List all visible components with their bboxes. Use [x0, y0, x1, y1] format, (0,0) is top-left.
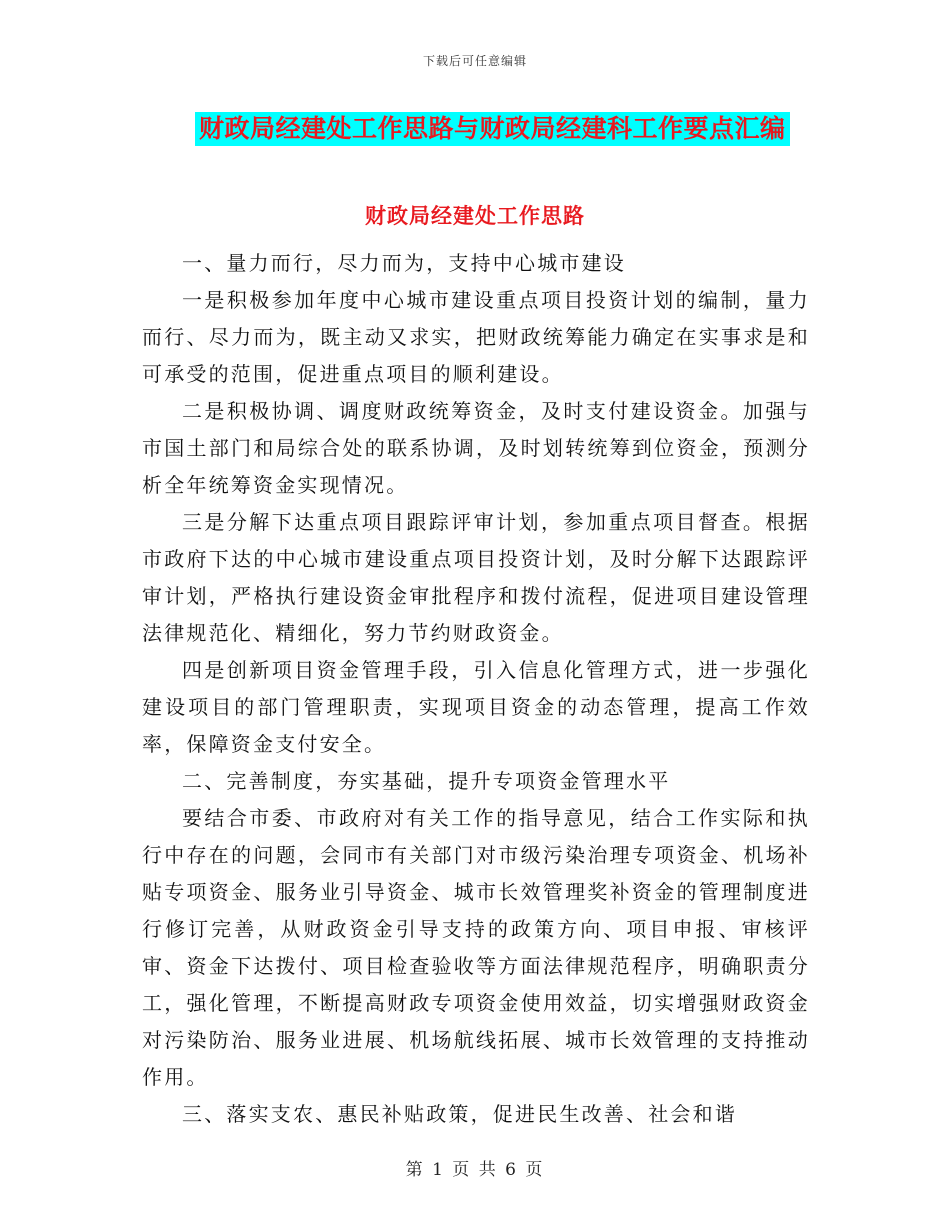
- section-heading-3: 三、落实支农、惠民补贴政策，促进民生改善、社会和谐: [182, 1102, 737, 1126]
- section-title: 财政局经建处工作思路: [365, 203, 585, 228]
- body-paragraph-5: 要结合市委、市政府对有关工作的指导意见，结合工作实际和执行中存在的问题，会同市有关部门对市级污染治理专项资金、机场补贴专项资金、服务业引导资金、城市长效管理奖补资金的管理制度进行修订完善，从财政资金引导支持的政策方向、项目申报、审核评审、资金下达拨付、项目检查验收等方面法律规范程序，明确职责分工，强化管理，不断提高财政专项资金使用效益，切实增强财政资金对污染防治、服务业进展、机场航线拓展、城市长效管理的支持推动作用。: [142, 806, 810, 1089]
- document-main-title: 财政局经建处工作思路与财政局经建科工作要点汇编: [195, 112, 790, 146]
- section-heading-1: 一、量力而行，尽力而为，支持中心城市建设: [182, 251, 626, 275]
- page-header-note: 下载后可任意编辑: [422, 54, 527, 68]
- page-footer-number: 第 1 页 共 6 页: [405, 1160, 545, 1180]
- body-paragraph-2: 二是积极协调、调度财政统筹资金，及时支付建设资金。加强与市国土部门和局综合处的联系协调，及时划转统筹到位资金，预测分析全年统筹资金实现情况。: [142, 399, 810, 497]
- body-paragraph-3: 三是分解下达重点项目跟踪评审计划，参加重点项目督查。根据市政府下达的中心城市建设重点项目投资计划，及时分解下达跟踪评审计划，严格执行建设资金审批程序和拨付流程，促进项目建设管理法律规范化、精细化，努力节约财政资金。: [142, 510, 810, 645]
- section-heading-2: 二、完善制度，夯实基础，提升专项资金管理水平: [182, 769, 671, 793]
- document-body: [142, 245, 810, 1133]
- body-paragraph-4: 四是创新项目资金管理手段，引入信息化管理方式，进一步强化建设项目的部门管理职责，实现项目资金的动态管理，提高工作效率，保障资金支付安全。: [142, 658, 810, 756]
- body-paragraph-1: 一是积极参加年度中心城市建设重点项目投资计划的编制，量力而行、尽力而为，既主动又求实，把财政统筹能力确定在实事求是和可承受的范围，促进重点项目的顺利建设。: [142, 288, 810, 386]
